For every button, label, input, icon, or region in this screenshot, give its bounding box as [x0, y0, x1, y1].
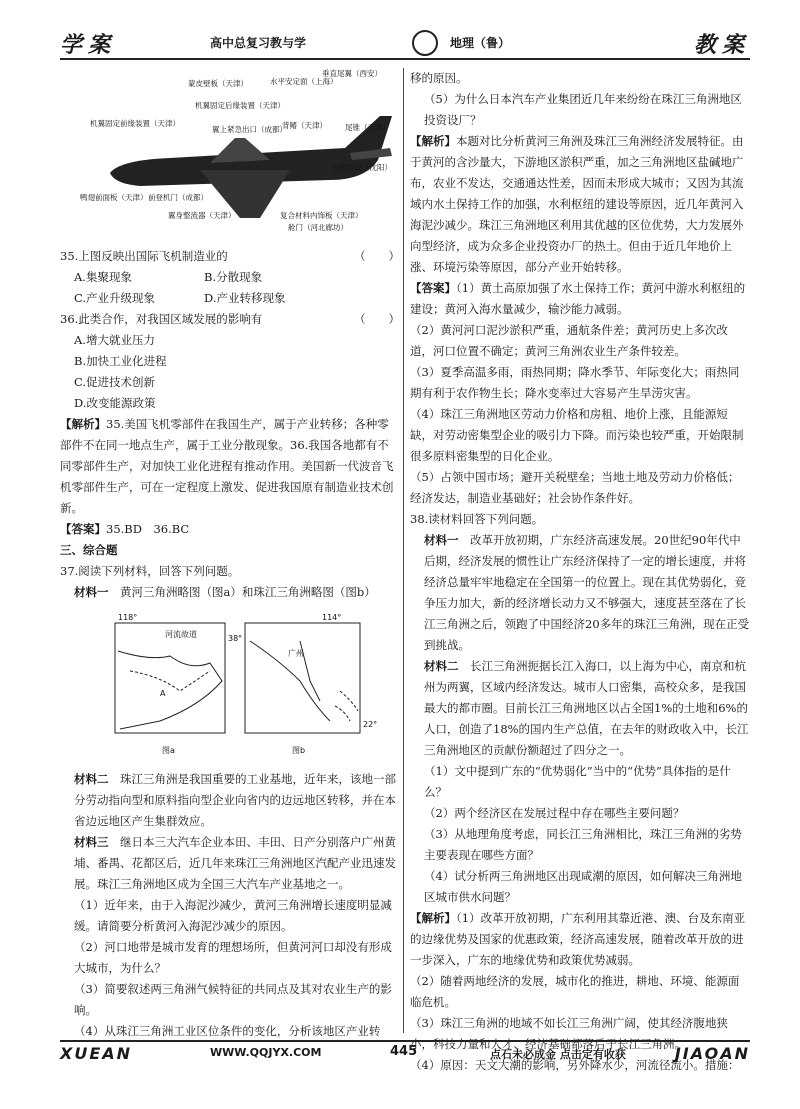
plane-label-11: 翼身整流器（天津） [168, 211, 236, 220]
q36-option-a: A.增大就业压力 [74, 333, 155, 347]
q37-sub-2: （2）河口地带是城市发育的理想场所，但黄河河口却没有形成大城市，为什么？ [74, 940, 392, 975]
q37-material-2: 材料二 珠江三角洲是我国重要的工业基地，近年来，该地一部分劳动指向型和原料指向型企业向省内的边远地区转移，并在本省边远地区产生集群效应。 [74, 772, 396, 828]
delta-maps-svg [60, 611, 400, 761]
plane-label-6: 背鳍（天津） [282, 121, 327, 130]
map-a-caption: 图a [162, 746, 175, 755]
left-column [60, 68, 400, 1042]
q38-material-1: 材料一 改革开放初期，广东经济高速发展。20世纪90年代中后期，经济发展的惯性让广东经济保持了一定的增长速度，并将经济总量牢牢地稳定在全国第一的位置上。现在其优势弱化，竞争压力加大，新的经济增长动力又不够强大，速度甚至落在了长江三角洲之后，领跑了中国经济20多年的珠江三角洲，现在正受到挑战。 [424, 533, 750, 652]
analysis-37: 【解析】本题对比分析黄河三角洲及珠江三角洲经济发展特征。由于黄河的含沙量大，下游地区淤积严重，加之三角洲地区盐碱地广布，农业不发达，交通通达性差，因而未形成大城市；又因为其流域内水土保持工作的加强，水利枢纽的建设等原因，近几年黄河入海泥沙减少。珠江三角洲地区利用其优越的区位优势，大力发展外向型经济，成为众多企业投资办厂的热土。但由于近几年地价上涨、环境污染等原因，部分产业开始转移。 [410, 134, 744, 274]
q38-sub-3: （3）从地理角度考虑，同长江三角洲相比，珠江三角洲的劣势主要表现在哪些方面？ [424, 827, 742, 862]
map-b-lon: 114° [322, 613, 342, 622]
map-a-lat: 38° [228, 634, 243, 643]
answer-37-1: 【答案】（1）黄土高原加强了水土保持工作；黄河中游水利枢纽的建设；黄河入海水量减少，输沙能力减弱。 [410, 281, 746, 316]
plane-label-2: 垂直尾翼（西安） [322, 69, 382, 78]
analysis-35-36: 【解析】35.美国飞机零部件在我国生产，属于产业转移；各种零部件不在同一地点生产，属于工业分散现象。36.我国各地都有不同零部件生产，对加快工业化进程有推动作用。美国新一代波音飞机零部件生产，可在一定程度上激发、促进我国原有制造业技术创新。 [60, 417, 394, 515]
answer-37-5: （5）占领中国市场；避开关税壁垒；当地土地及劳动力价格低；经济发达，制造业基础好；社会协作条件好。 [410, 470, 740, 505]
q38: 38.读材料回答下列问题。 [410, 512, 544, 526]
footer-slogan: 点石未必成金 点击定有收获 [490, 1048, 626, 1061]
q38-sub-1: （1）文中提到广东的“优势弱化”当中的“优势”具体指的是什么？ [424, 764, 731, 799]
q35-options-1: A.集聚现象 B.分散现象 [74, 270, 263, 284]
q37-sub-4-cont: 移的原因。 [410, 71, 468, 85]
subject-title: 地理（鲁） [450, 36, 511, 50]
footer-rule [60, 1040, 750, 1042]
page-footer [60, 1040, 750, 1070]
plane-label-5: 翼上紧急出口（成都） [212, 125, 287, 134]
plane-label-3: 机翼固定后缘装置（天津） [195, 101, 285, 110]
plane-label-8: 后机身段（沈阳） [332, 163, 392, 172]
plane-label-9: 鸭翅前面板（天津） [80, 193, 148, 202]
brand-right: 教案 [693, 32, 750, 58]
q38-sub-2: （2）两个经济区在发展过程中存在哪些主要问题？ [424, 806, 685, 820]
answer-37-3: （3）夏季高温多雨，雨热同期；降水季节、年际变化大；雨热同期有利于农作物生长；降水变率过大容易产生旱涝灾害。 [410, 365, 740, 400]
q36: 36.此类合作，对我国区域发展的影响有 （ ） [60, 312, 400, 326]
q36-option-d: D.改变能源政策 [74, 396, 156, 410]
section-title: 三、综合题 [60, 543, 118, 557]
map-a-label: 河流故道 [165, 630, 197, 639]
plane-label-4: 机翼固定前缘装置（天津） [90, 119, 180, 128]
plane-label-12: 复合材料内饰板（天津） [280, 211, 363, 220]
answer-35-36: 【答案】35.BD 36.BC [60, 522, 190, 536]
plane-label-10: 前登机门（成都） [148, 193, 208, 202]
q35-options-2: C.产业升级现象 D.产业转移现象 [74, 291, 286, 305]
answer-37-2: （2）黄河河口泥沙淤积严重，通航条件差；黄河历史上多次改道，河口位置不确定；黄河三角洲农业生产条件较差。 [410, 323, 728, 358]
map-b-caption: 图b [292, 746, 306, 755]
delta-maps [60, 611, 400, 761]
q37-sub-3: （3）简要叙述两三角洲气候特征的共同点及其对农业生产的影响。 [74, 982, 392, 1017]
analysis-38-4: （4）原因：天文大潮的影响，另外降水少，河流径流小。措施： [410, 1058, 740, 1072]
map-b-label: 广州 [288, 649, 304, 658]
q37-material-1: 材料一 黄河三角洲略图（图a）和珠江三角洲略图（图b） [74, 585, 376, 599]
plane-label-0: 蒙皮壁板（天津） [188, 79, 248, 88]
q37-sub-1: （1）近年来，由于入海泥沙减少，黄河三角洲增长速度明显减缓。请简要分析黄河入海泥沙减少的原因。 [74, 898, 392, 933]
q38-material-2: 材料二 长江三角洲扼据长江入海口，以上海为中心，南京和杭州为两翼，区域内经济发达。城市人口密集，高校众多，是我国最大的都市圈。目前长江三角洲地区以占全国1%的土地和6%的人口，创造了18%的国内生产总值，在去年的财政收入中，长江三角洲地区的贡献份额超过了四分之一。 [424, 659, 749, 757]
series-title: 高中总复习教与学 [210, 36, 307, 50]
footer-brand-left: XUEAN [60, 1044, 133, 1063]
header-rule [60, 58, 750, 60]
brand-left: 学案 [60, 32, 117, 58]
airplane-illustration [60, 68, 400, 246]
footer-brand-right: JIAOAN [674, 1044, 750, 1063]
map-a-mark: A [160, 689, 166, 698]
map-b-lat: 22° [363, 720, 378, 729]
page-header [60, 28, 750, 64]
analysis-38-2: （2）随着两地经济的发展，城市化的推进，耕地、环境、能源面临危机。 [410, 974, 740, 1009]
q38-sub-4: （4）试分析两三角洲地区出现咸潮的原因，如何解决三角洲地区城市供水问题？ [424, 869, 742, 904]
plane-label-7: 尾锥（天津） [345, 123, 390, 132]
analysis-38-3: （3）珠江三角洲的地域不如长江三角洲广阔，使其经济腹地狭小，科技力量和人才、经济基础都落后于长江三角洲。 [410, 1016, 728, 1051]
analysis-38-1: 【解析】（1）改革开放初期，广东利用其靠近港、澳、台及东南亚的边缘优势及国家的优惠政策，经济高速发展，随着改革开放的进一步深入，广东的地缘优势和政策优势减弱。 [410, 911, 746, 967]
answer-37-4: （4）珠江三角洲地区劳动力价格和房租、地价上涨，且能源短缺，对劳动密集型企业的吸引力下降。而污染也较严重，开始限制很多原料密集型的日化企业。 [410, 407, 744, 463]
q36-option-c: C.促进技术创新 [74, 375, 156, 389]
q37: 37.阅读下列材料，回答下列问题。 [60, 564, 240, 578]
q37-sub-5: （5）为什么日本汽车产业集团近几年来纷纷在珠江三角洲地区投资设厂？ [424, 92, 742, 127]
q36-option-b: B.加快工业化进程 [74, 354, 167, 368]
q37-sub-4: （4）从珠江三角洲工业区位条件的变化，分析该地区产业转 [74, 1024, 381, 1038]
plane-label-1: 水平安定面（上海） [270, 77, 338, 86]
plane-label-13: 舱门（河北廊坊） [288, 223, 348, 232]
airplane-figure [60, 68, 400, 246]
page-number: 445 [390, 1044, 418, 1059]
column-divider [403, 68, 404, 1033]
footer-url: WWW.QQJYX.COM [210, 1046, 322, 1059]
right-column [410, 68, 750, 1076]
map-a-lon: 118° [118, 613, 138, 622]
q35: 35.上图反映出国际飞机制造业的 （ ） [60, 249, 400, 263]
emblem-icon [412, 30, 438, 56]
q37-material-3: 材料三 继日本三大汽车企业本田、丰田、日产分别落户广州黄埔、番禺、花都区后，近几年来珠江三角洲地区汽配产业迅速发展。珠江三角洲地区成为全国三大汽车产业基地之一。 [74, 835, 396, 891]
